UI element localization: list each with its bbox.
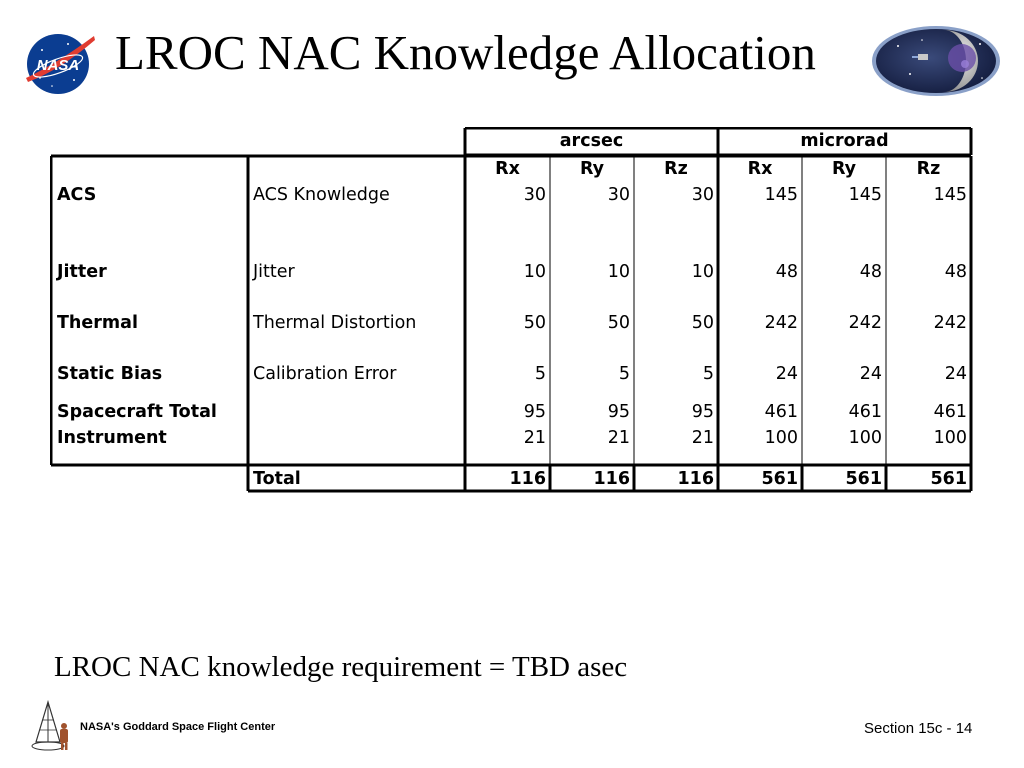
total-value: 116 <box>593 469 630 489</box>
row-value: 5 <box>702 364 714 384</box>
row-value: 5 <box>534 364 546 384</box>
row-value: 48 <box>775 262 798 282</box>
total-label: Total <box>253 469 301 489</box>
row-value: 21 <box>523 428 546 448</box>
row-value: 145 <box>848 185 882 205</box>
row-value: 95 <box>523 402 546 422</box>
row-value: 10 <box>691 262 714 282</box>
row-category: Static Bias <box>57 364 163 384</box>
row-value: 30 <box>691 185 714 205</box>
row-value: 21 <box>691 428 714 448</box>
row-value: 100 <box>764 428 798 448</box>
row-category: Thermal <box>57 313 138 333</box>
row-value: 242 <box>764 313 798 333</box>
row-value: 30 <box>523 185 546 205</box>
axis-header-ry: Ry <box>579 159 605 179</box>
row-value: 48 <box>859 262 882 282</box>
nasa-logo <box>22 30 96 96</box>
row-value: 100 <box>848 428 882 448</box>
goddard-logo <box>28 700 76 752</box>
row-value: 48 <box>944 262 967 282</box>
row-value: 145 <box>933 185 967 205</box>
row-value: 95 <box>691 402 714 422</box>
axis-header-rz: Rz <box>664 159 688 179</box>
row-value: 24 <box>775 364 798 384</box>
row-category: ACS <box>57 185 97 205</box>
total-value: 561 <box>761 469 798 489</box>
row-value: 24 <box>944 364 967 384</box>
row-value: 461 <box>933 402 967 422</box>
row-value: 461 <box>764 402 798 422</box>
row-category: Instrument <box>57 428 167 448</box>
row-category: Spacecraft Total <box>57 402 217 422</box>
header-microrad: microrad <box>800 131 889 151</box>
row-value: 50 <box>691 313 714 333</box>
row-value: 461 <box>848 402 882 422</box>
row-value: 242 <box>848 313 882 333</box>
row-value: 145 <box>764 185 798 205</box>
row-value: 50 <box>523 313 546 333</box>
row-value: 50 <box>607 313 630 333</box>
axis-header-rx: Rx <box>495 159 520 179</box>
row-value: 100 <box>933 428 967 448</box>
total-value: 116 <box>677 469 714 489</box>
row-value: 95 <box>607 402 630 422</box>
row-value: 5 <box>618 364 630 384</box>
section-number: Section 15c - 14 <box>864 720 973 737</box>
total-value: 561 <box>845 469 882 489</box>
nasa-logo-text: NASA <box>36 57 80 74</box>
row-value: 24 <box>859 364 882 384</box>
row-item: ACS Knowledge <box>253 185 390 205</box>
axis-header-rz: Rz <box>916 159 941 179</box>
row-value: 242 <box>933 313 967 333</box>
row-value: 21 <box>607 428 630 448</box>
slide-title: LROC NAC Knowledge Allocation <box>115 25 816 80</box>
footer-organization: NASA's Goddard Space Flight Center <box>80 721 276 733</box>
row-category: Jitter <box>57 262 107 282</box>
header-arcsec: arcsec <box>559 131 624 151</box>
total-value: 116 <box>509 469 546 489</box>
total-value: 561 <box>930 469 967 489</box>
knowledge-requirement-note: LROC NAC knowledge requirement = TBD asec <box>54 651 628 683</box>
row-item: Jitter <box>253 262 295 282</box>
axis-header-rx: Rx <box>747 159 773 179</box>
axis-header-ry: Ry <box>831 159 857 179</box>
row-value: 10 <box>607 262 630 282</box>
row-item: Calibration Error <box>253 364 397 384</box>
row-value: 10 <box>523 262 546 282</box>
lro-mission-logo <box>870 24 1002 98</box>
row-item: Thermal Distortion <box>253 313 417 333</box>
row-value: 30 <box>607 185 630 205</box>
